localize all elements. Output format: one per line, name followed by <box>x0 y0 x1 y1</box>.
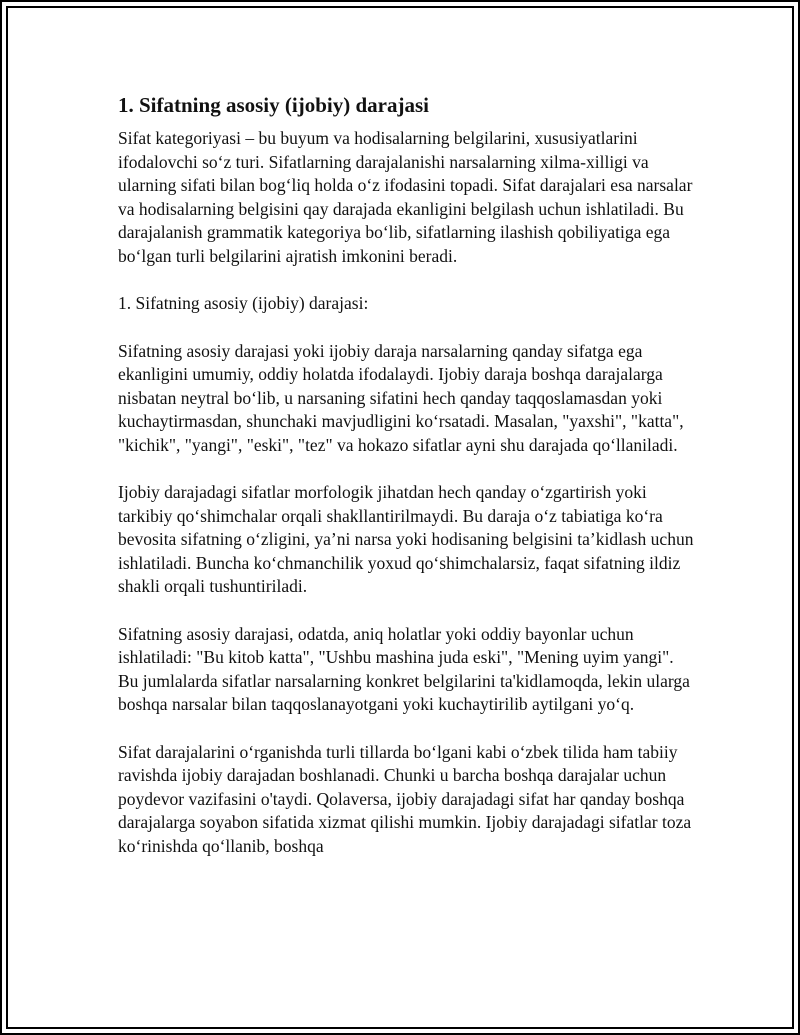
section-heading: 1. Sifatning asosiy (ijobiy) darajasi <box>118 93 429 117</box>
paragraph-definition: Sifatning asosiy darajasi yoki ijobiy daraja narsalarning qanday sifatga ega ekanligini umumiy, oddiy holatda ifodalaydi. Ijobiy daraja boshqa darajalarga nisbatan neytral bo‘lib, u narsaning sifatini hech qanday taqqoslamasdan yoki kuchaytirmasdan, shunchaki mavjudligini ko‘rsatadi. Masalan, "yaxshi", "katta", "kichik", "yangi", "eski", "tez" va hokazo sifatlar ayni shu darajada qo‘llaniladi. <box>118 340 684 455</box>
paragraph-usage: Sifatning asosiy darajasi, odatda, aniq holatlar yoki oddiy bayonlar uchun ishlatiladi: "Bu kitob katta", "Ushbu mashina juda eski", "Mening uyim yangi". Bu jumlalarda sifatlar narsalarning konkret belgilarini ta'kidlamoqda, lekin ularga boshqa narsalar bilan taqqoslanayotgani yoki kuchaytirilib aytilgani yo‘q. <box>118 623 690 714</box>
paragraph-morphology: Ijobiy darajadagi sifatlar morfologik jihatdan hech qanday o‘zgartirish yoki tarkibiy qo‘shimchalar orqali shakllantirilmaydi. Bu daraja o‘z tabiatiga ko‘ra bevosita sifatning o‘zligini, ya’ni narsa yoki hodisaning belgisini ta’kidlash uchun ishlatiladi. Buncha ko‘chmanchilik yoxud qo‘shimchalarsiz, faqat sifatning ildiz shakli orqali tushuntiriladi. <box>118 482 694 596</box>
paragraph-intro: Sifat kategoriyasi – bu buyum va hodisalarning belgilarini, xususiyatlarini ifodalovchi so‘z turi. Sifatlarning darajalanishi narsalarning xilma-xilligi va ularning sifati bilan bog‘liq holda o‘z ifodasini topadi. Sifat darajalari esa narsalar va hodisalarning belgisini qay darajada ekanligini belgilash uchun ishlatiladi. Bu darajalanish grammatik kategoriya bo‘lib, sifatlarning ilashish qobiliyatiga ega bo‘lgan turli belgilarini ajratish imkonini beradi. <box>118 128 693 266</box>
document-body <box>118 92 698 882</box>
paragraph-subheading: 1. Sifatning asosiy (ijobiy) darajasi: <box>118 293 369 313</box>
paragraph-foundation: Sifat darajalarini o‘rganishda turli tillarda bo‘lgani kabi o‘zbek tilida ham tabiiy ravishda ijobiy darajadan boshlanadi. Chunki u barcha boshqa darajalar uchun poydevor vazifasini o'taydi. Qolaversa, ijobiy darajadagi sifat har qanday boshqa darajalarga soyabon sifatida xizmat qilishi mumkin. Ijobiy darajadagi sifatlar toza ko‘rinishda qo‘llanib, boshqa <box>118 741 692 856</box>
